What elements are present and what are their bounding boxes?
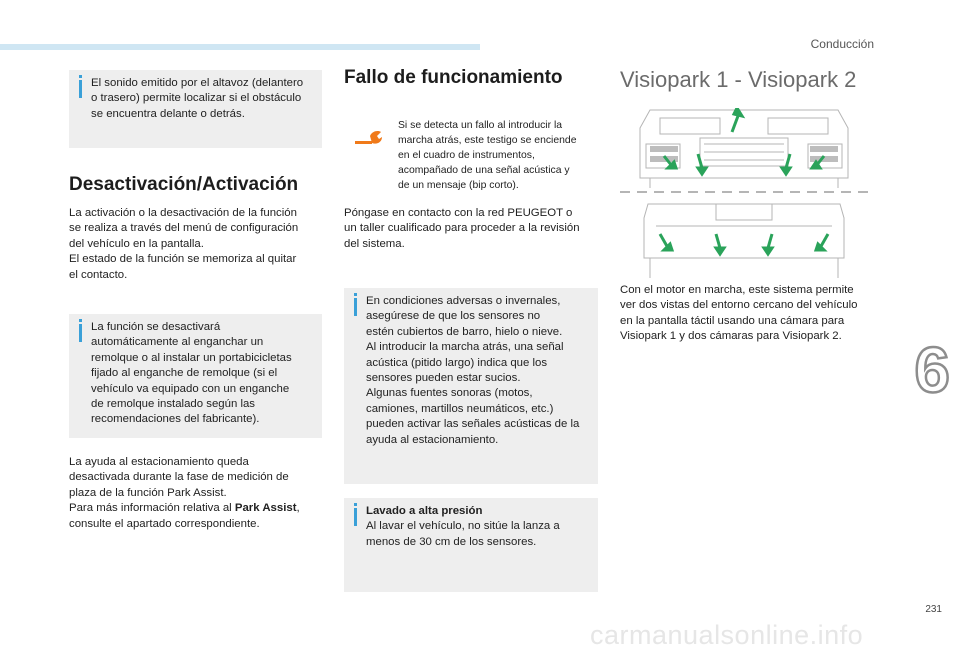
watermark: carmanualsonline.info	[590, 620, 864, 650]
warning-description: Si se detecta un fallo al introducir la marcha atrás, este testigo se enciende en el cuadro de instrumentos, acompañado de una señal acústica y de un mensaje (bip corto).	[398, 120, 577, 191]
heading-deactivation: Desactivación/Activación	[69, 174, 299, 195]
paragraph-visiopark: Con el motor en marcha, este sistema permite ver dos vistas del entorno cercano del vehículo en la pantalla táctil usando una cámara para Visiopark 1 y dos cámaras para Visiopark 2.	[620, 284, 858, 343]
info-text: El sonido emitido por el altavoz (delantero o trasero) permite localizar si el obstáculo se encuentra delante o detrás.	[91, 77, 304, 120]
info-icon	[79, 80, 82, 98]
info-icon	[354, 508, 357, 526]
header-bar	[0, 44, 480, 50]
info-box-trailer	[69, 314, 322, 438]
section-title: Conducción	[810, 37, 874, 51]
chapter-number: 6	[914, 334, 950, 406]
info-box-pressure-wash	[344, 498, 598, 592]
info-title: Lavado a alta presión	[366, 505, 483, 517]
info-text: La función se desactivará automáticamente al enganchar un remolque o al instalar un portabicicletas fijado al enganche de remolque (si el vehículo va equipado con un enganche de remolque instalado según las recomendaciones del fabricante).	[91, 321, 292, 426]
paragraph-contact-network: Póngase en contacto con la red PEUGEOT o un taller cualificado para proceder a la revisión del sistema.	[344, 207, 580, 250]
page-number: 231	[925, 604, 942, 615]
paragraph-park-assist: La ayuda al estacionamiento queda desactivada durante la fase de medición de plaza de la función Park Assist. Para más información relativa al Park Assist, consulte el apartado correspondiente.	[69, 456, 300, 530]
park-assist-link: Park Assist	[234, 502, 297, 515]
info-box-conditions	[344, 288, 598, 484]
wrench-warning-icon	[353, 128, 383, 148]
info-icon	[79, 324, 82, 342]
heading-malfunction: Fallo de funcionamiento	[344, 67, 563, 88]
paragraph-activation: La activación o la desactivación de la función se realiza a través del menú de configuración del vehículo en la pantalla. El estado de la función se memoriza al quitar el contacto.	[69, 207, 299, 281]
info-text: En condiciones adversas o invernales, asegúrese de que los sensores no estén cubiertos de barro, hielo o nieve. Al introducir la marcha atrás, una señal acústica (pitido largo) indica que los sensores pueden estar sucios. Algunas fuentes sonoras (motos, camiones, martillos neumáticos, etc.) pueden activar las señales acústicas de la ayuda al estacionamiento.	[366, 295, 580, 446]
info-box-speaker	[69, 70, 322, 148]
heading-visiopark: Visiopark 1 - Visiopark 2	[620, 67, 857, 92]
info-text: Lavado a alta presión Al lavar el vehículo, no sitúe la lanza a menos de 30 cm de los sensores.	[366, 505, 560, 548]
car-sensor-diagram	[620, 108, 868, 280]
info-icon	[354, 298, 357, 316]
